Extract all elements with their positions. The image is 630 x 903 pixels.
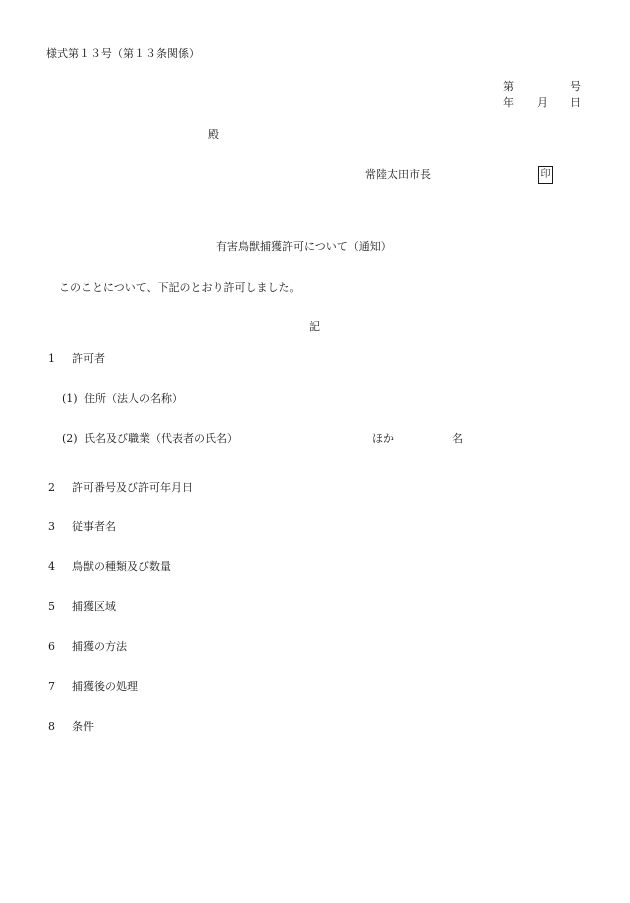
item-label: 許可者	[72, 352, 105, 365]
item-label: 捕獲の方法	[72, 640, 127, 653]
addressee-suffix: 殿	[208, 128, 219, 141]
item-number: 3	[48, 520, 55, 533]
document-title: 有害鳥獣捕獲許可について（通知）	[216, 240, 392, 253]
body-text: このことについて、下記のとおり許可しました。	[59, 281, 301, 294]
ki-heading: 記	[309, 320, 320, 333]
doc-number-go: 号	[570, 80, 581, 93]
item-number: 8	[48, 720, 55, 733]
item-number: 7	[48, 680, 55, 693]
item-number: 5	[48, 600, 55, 613]
form-number: 様式第１３号（第１３条関係）	[46, 47, 200, 60]
item-label: 鳥獣の種類及び数量	[72, 560, 171, 573]
item-number: 1	[48, 352, 55, 365]
date-year: 年	[503, 96, 514, 109]
item-label: 従事者名	[72, 520, 116, 533]
sub-item-label: 氏名及び職業（代表者の氏名）	[84, 432, 238, 445]
sub-item-number: (2)	[62, 432, 78, 445]
seal-mark: 印	[538, 166, 553, 184]
item-label: 許可番号及び許可年月日	[72, 481, 193, 494]
sub-item-number: (1)	[62, 392, 78, 405]
doc-number-dai: 第	[503, 80, 514, 93]
item-number: 2	[48, 481, 55, 494]
item-label: 条件	[72, 720, 94, 733]
sub-item-label: 住所（法人の名称）	[84, 392, 183, 405]
item-label: 捕獲後の処理	[72, 680, 138, 693]
item-number: 6	[48, 640, 55, 653]
issuer-title: 常陸太田市長	[365, 168, 431, 181]
item-label: 捕獲区域	[72, 600, 116, 613]
date-month: 月	[537, 96, 548, 109]
item-number: 4	[48, 560, 55, 573]
mei-label: 名	[452, 432, 463, 445]
date-day: 日	[570, 96, 581, 109]
hoka-label: ほか	[372, 432, 394, 445]
